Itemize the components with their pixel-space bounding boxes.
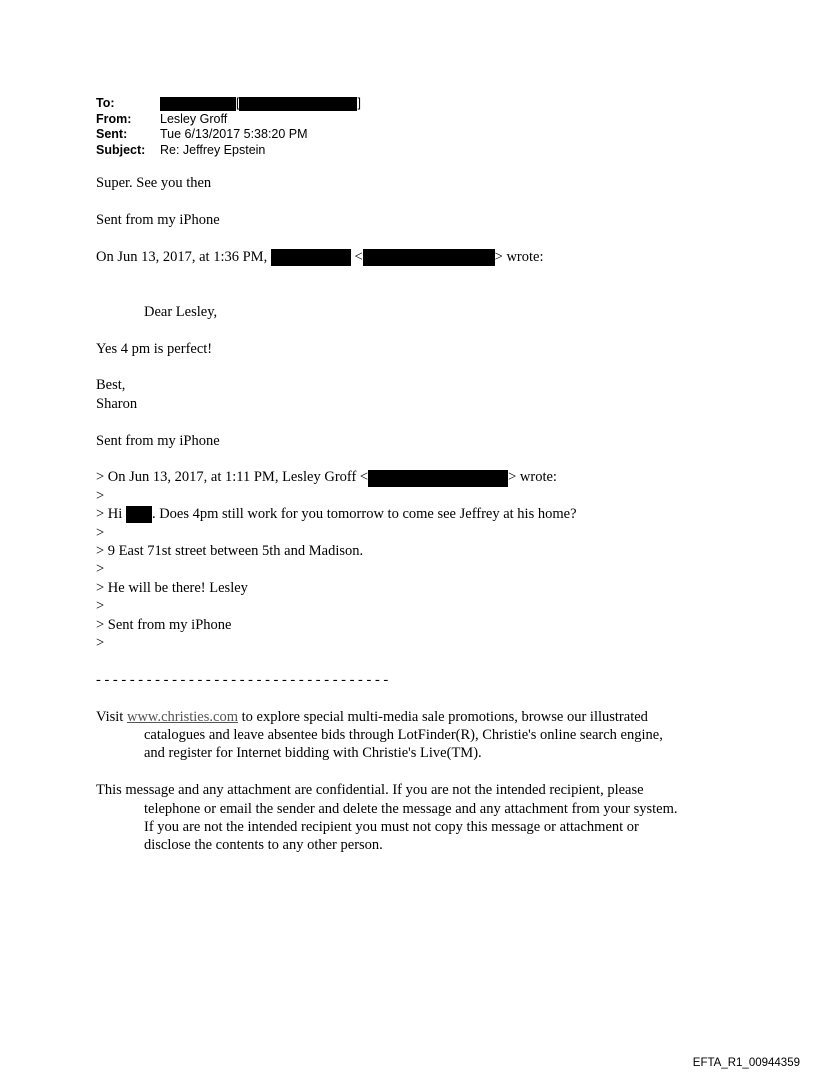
subject-row — [96, 143, 361, 159]
email-header — [96, 96, 361, 158]
signature-name: Sharon — [96, 395, 138, 412]
redaction-block — [363, 249, 495, 266]
signature-line: Sent from my iPhone — [96, 432, 220, 449]
to-bracket-open: [ — [236, 96, 240, 110]
email-body — [96, 174, 686, 855]
quoted-marker: > — [96, 561, 105, 578]
to-value — [160, 96, 361, 112]
quoted-marker: > — [96, 524, 105, 541]
redaction-block — [160, 97, 236, 111]
quoted-line: > 9 East 71st street between 5th and Madison. — [96, 543, 364, 559]
quoted-marker: > — [96, 598, 105, 615]
quote-intro: On Jun 13, 2017, at 1:36 PM, < > wrote: — [96, 248, 544, 265]
quoted-intro: > On Jun 13, 2017, at 1:11 PM, Lesley Groff < > wrote: — [96, 469, 557, 486]
sent-label: Sent: — [96, 127, 128, 141]
redaction-block — [239, 97, 357, 111]
from-value: Lesley Groff — [160, 111, 228, 126]
document-id: EFTA_R1_00944359 — [692, 1057, 800, 1069]
redaction-block — [368, 470, 508, 487]
disclaimer: This message and any attachment are confidential. If you are not the intended recipient, please telephone or email the sender and delete the message and any attachment from your system. If you are not the intended recipient you must not copy this message or attachment or disclose the contents to any other person. — [96, 782, 678, 854]
greeting: Dear Lesley, — [144, 303, 218, 320]
to-label: To: — [96, 96, 115, 110]
divider: - - - - - - - - - - - - - - - - - - - - - - - - - - - - - - - - - - - — [96, 671, 389, 688]
quoted-marker: > — [96, 487, 105, 504]
subject-value: Re: Jeffrey Epstein — [160, 142, 266, 157]
christies-link[interactable]: www.christies.com — [126, 708, 238, 725]
from-label: From: — [96, 111, 132, 126]
subject-label: Subject: — [96, 142, 146, 157]
christies-promo: Visit www.christies.com to explore special multi-media sale promotions, browse our illustrated catalogues and leave absentee bids through LotFinder(R), Christie's online search engine, and register for Internet bidding with Christie's Live(TM). — [96, 708, 663, 762]
message-line: Yes 4 pm is perfect! — [96, 340, 213, 357]
to-row — [96, 96, 361, 112]
sent-row — [96, 127, 361, 143]
to-bracket-close: ] — [357, 96, 361, 110]
sent-value: Tue 6/13/2017 5:38:20 PM — [160, 127, 308, 141]
reply-line: Super. See you then — [96, 175, 212, 191]
from-row — [96, 112, 361, 128]
redaction-block — [271, 249, 351, 266]
quoted-line: > Sent from my iPhone — [96, 616, 232, 633]
signature-line: Sent from my iPhone — [96, 211, 220, 228]
quoted-line: > He will be there! Lesley — [96, 579, 248, 596]
redaction-block — [126, 506, 152, 523]
quoted-line: > Hi . Does 4pm still work for you tomorrow to come see Jeffrey at his home? — [96, 506, 577, 523]
closing: Best, — [96, 377, 126, 394]
quoted-marker: > — [96, 635, 105, 652]
